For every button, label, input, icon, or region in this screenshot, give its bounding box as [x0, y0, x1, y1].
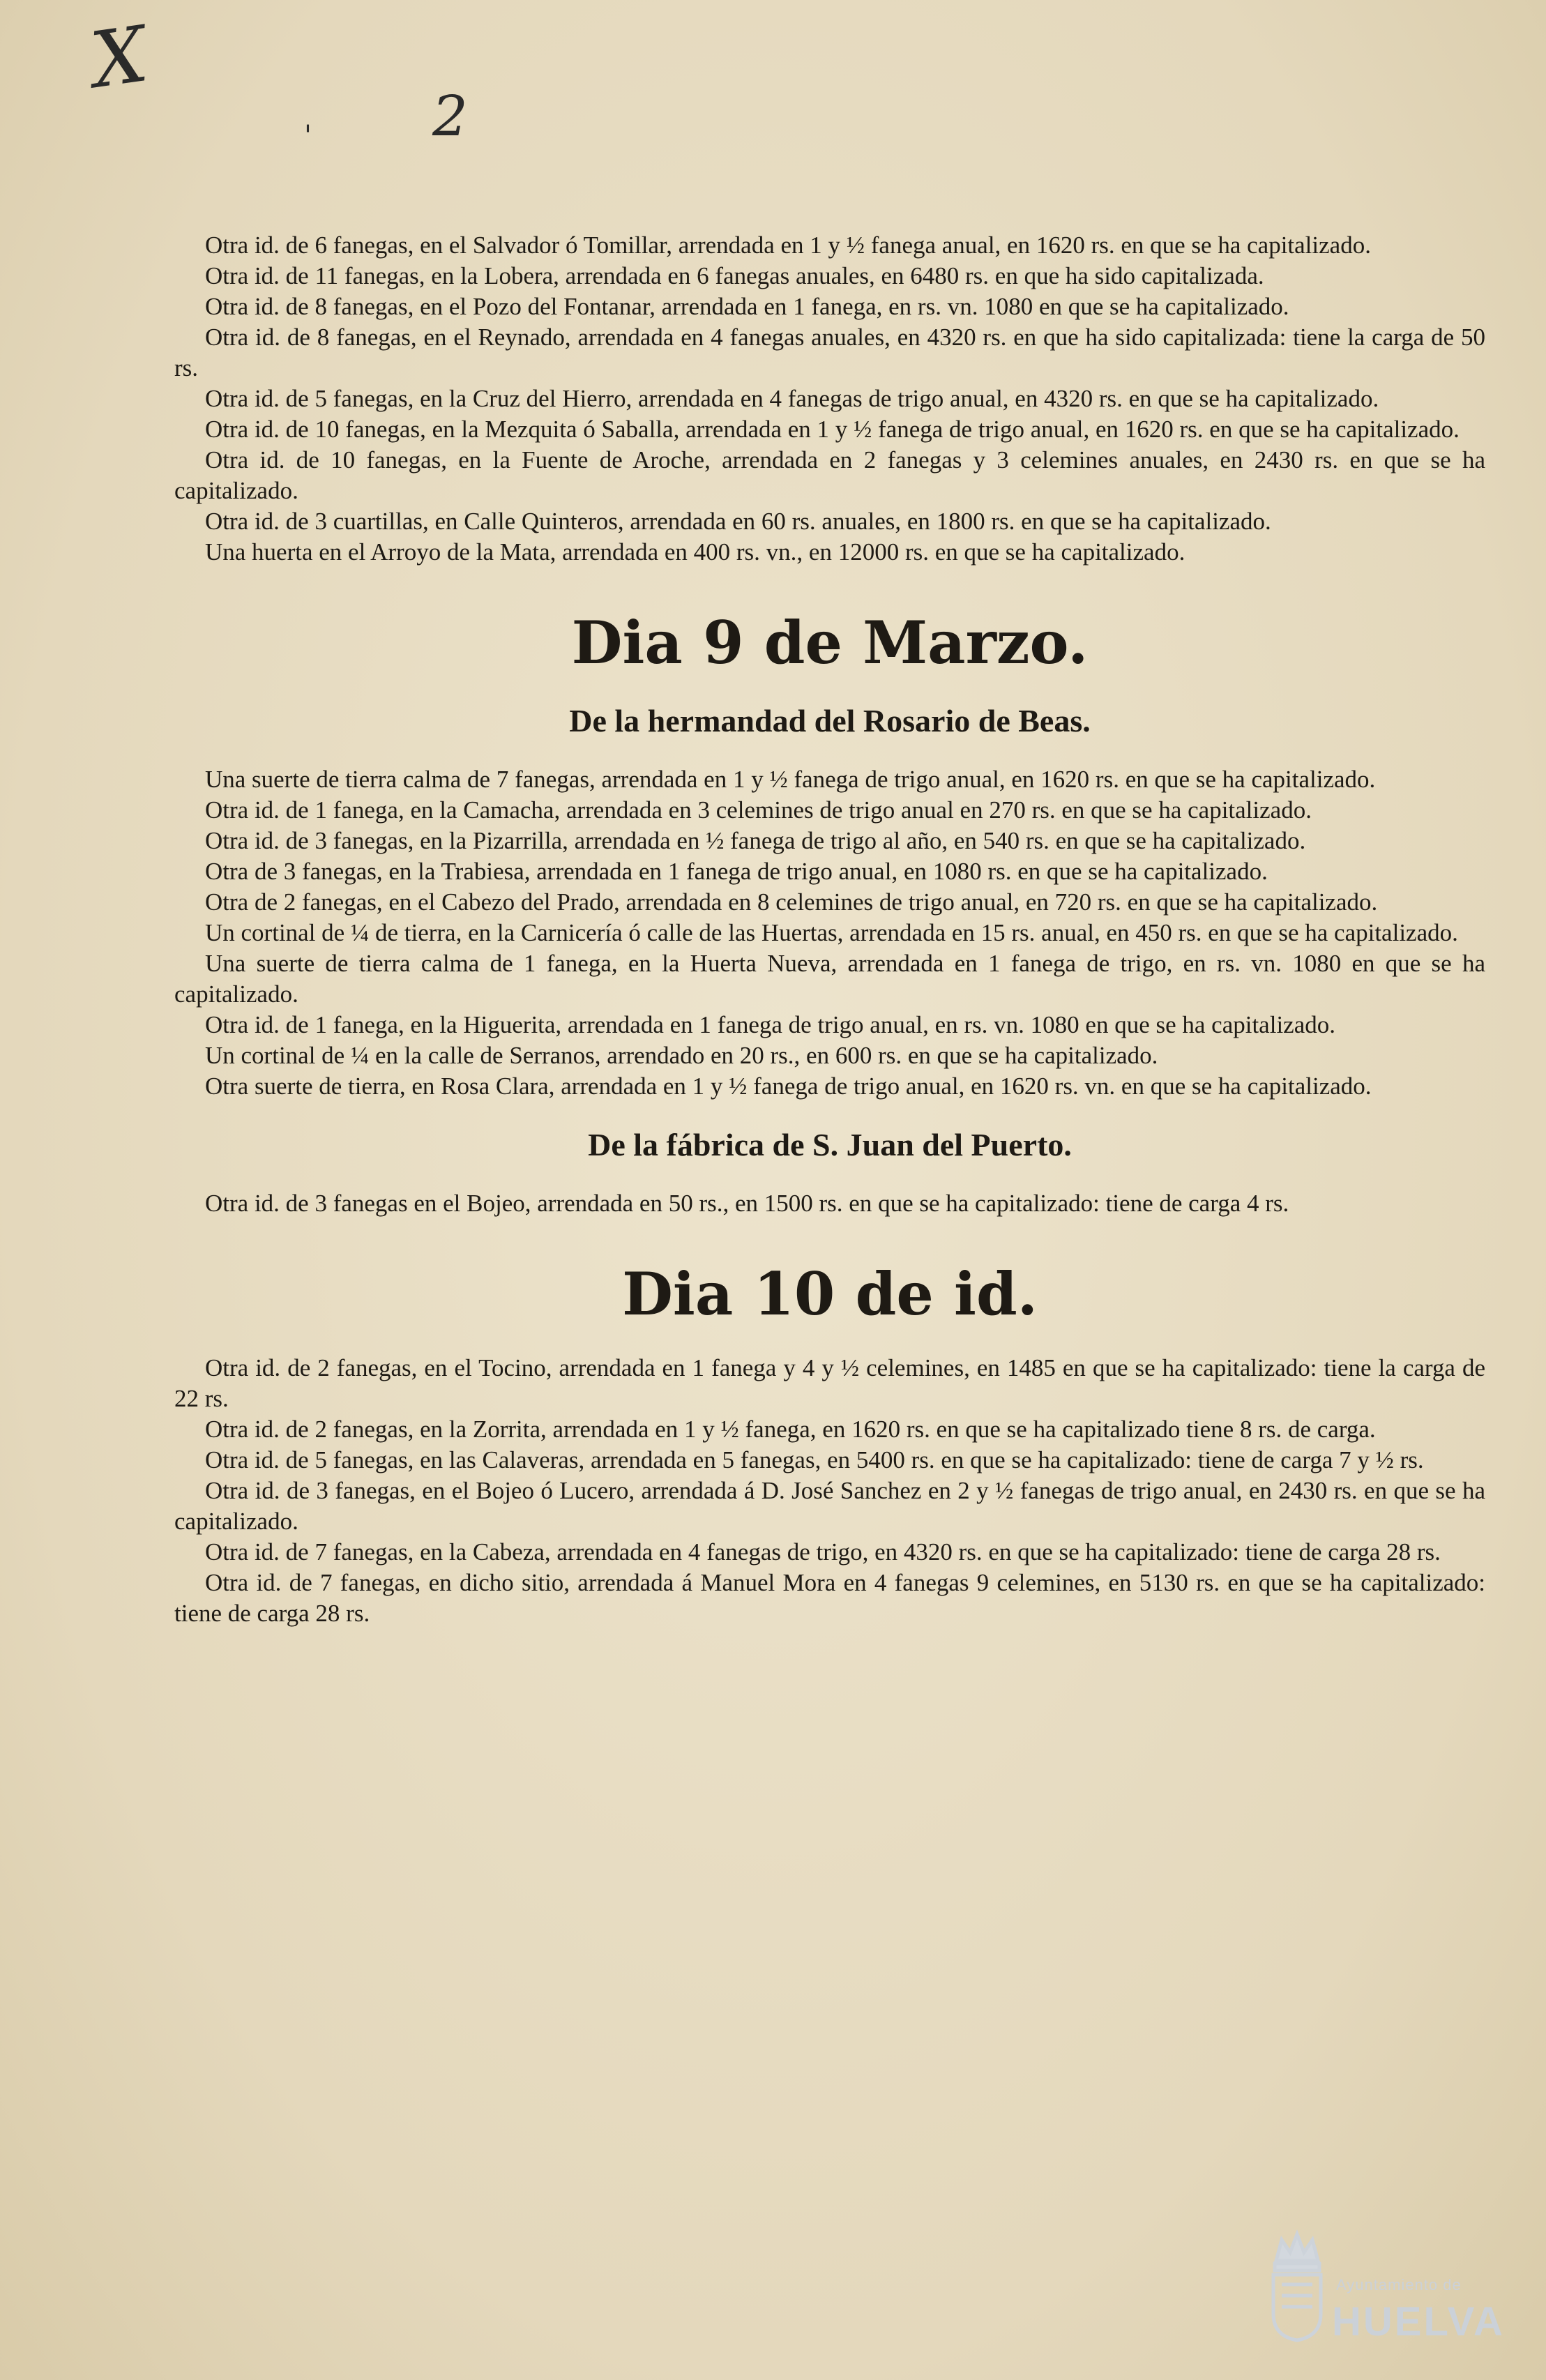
- section-title-san-juan-puerto: De la fábrica de S. Juan del Puerto.: [588, 1127, 1072, 1162]
- day-10-heading: Dia 10 de id.: [622, 1259, 1038, 1328]
- list-item: Un cortinal de ¼ de tierra, en la Carnicería ó calle de las Huertas, arrendada en 15 rs. anual, en 450 rs. en que se ha capitalizado.: [205, 919, 1458, 946]
- watermark-large-text: HUELVA: [1332, 2299, 1505, 2344]
- list-item: Otra id. de 1 fanega, en la Camacha, arrendada en 3 celemines de trigo anual en 270 rs. en que se ha capitalizado.: [205, 796, 1312, 824]
- crest-icon: [1264, 2224, 1331, 2343]
- list-item: Otra id. de 10 fanegas, en la Mezquita ó Saballa, arrendada en 1 y ½ fanega de trigo anual, en 1620 rs. en que se ha capitalizado.: [205, 416, 1460, 443]
- section-title-rosario-beas: De la hermandad del Rosario de Beas.: [569, 703, 1091, 738]
- list-item: Otra id. de 3 fanegas, en la Pizarrilla, arrendada en ½ fanega de trigo al año, en 540 rs. en que se ha capitalizado.: [205, 827, 1306, 854]
- list-item: Otra id. de 2 fanegas, en el Tocino, arrendada en 1 fanega y 4 y ½ celemines, en 1485 en que se ha capitalizado: tiene la carga de 22 rs.: [174, 1354, 1485, 1412]
- ayuntamiento-watermark: [1254, 2218, 1519, 2364]
- list-item: Otra id. de 6 fanegas, en el Salvador ó Tomillar, arrendada en 1 y ½ fanega anual, en 1620 rs. en que se ha capitalizado.: [205, 232, 1371, 259]
- list-item: Otra id. de 7 fanegas, en la Cabeza, arrendada en 4 fanegas de trigo, en 4320 rs. en que se ha capitalizado: tiene de carga 28 rs.: [205, 1538, 1441, 1566]
- document-content: [174, 230, 1485, 1629]
- day-10-entries: [174, 1353, 1485, 1629]
- list-item: Un cortinal de ¼ en la calle de Serranos, arrendado en 20 rs., en 600 rs. en que se ha capitalizado.: [205, 1042, 1158, 1069]
- section-san-juan-puerto-entries: [174, 1188, 1485, 1219]
- list-item: Una suerte de tierra calma de 7 fanegas, arrendada en 1 y ½ fanega de trigo anual, en 1620 rs. en que se ha capitalizado.: [205, 766, 1376, 793]
- list-item: Otra de 3 fanegas, en la Trabiesa, arrendada en 1 fanega de trigo anual, en 1080 rs. en que se ha capitalizado.: [205, 858, 1268, 885]
- handwritten-page-number: 2: [432, 84, 468, 149]
- list-item: Otra id. de 3 fanegas, en el Bojeo ó Lucero, arrendada á D. José Sanchez en 2 y ½ fanegas de trigo anual, en 2430 rs. en que se ha capitalizado.: [174, 1477, 1485, 1535]
- list-item: Otra suerte de tierra, en Rosa Clara, arrendada en 1 y ½ fanega de trigo anual, en 1620 rs. vn. en que se ha capitalizado.: [205, 1072, 1372, 1100]
- day-9-heading: Dia 9 de Marzo.: [571, 608, 1089, 677]
- entries-top: [174, 230, 1485, 568]
- list-item: Otra id. de 5 fanegas, en las Calaveras, arrendada en 5 fanegas, en 5400 rs. en que se ha capitalizado: tiene de carga 7 y ½ rs.: [205, 1446, 1424, 1473]
- list-item: Otra id. de 8 fanegas, en el Pozo del Fontanar, arrendada en 1 fanega, en rs. vn. 1080 en que se ha capitalizado.: [205, 293, 1289, 320]
- handwritten-x-mark: X: [86, 9, 153, 105]
- list-item: Otra id. de 1 fanega, en la Higuerita, arrendada en 1 fanega de trigo anual, en rs. vn. 1080 en que se ha capitalizado.: [205, 1011, 1335, 1038]
- section-rosario-beas-entries: [174, 764, 1485, 1102]
- handwritten-tick: ': [304, 120, 312, 152]
- list-item: Otra id. de 10 fanegas, en la Fuente de Aroche, arrendada en 2 fanegas y 3 celemines anuales, en 2430 rs. en que se ha capitalizado.: [174, 446, 1485, 504]
- list-item: Una huerta en el Arroyo de la Mata, arrendada en 400 rs. vn., en 12000 rs. en que se ha capitalizado.: [205, 538, 1185, 566]
- list-item: Otra id. de 2 fanegas, en la Zorrita, arrendada en 1 y ½ fanega, en 1620 rs. en que se ha capitalizado tiene 8 rs. de carga.: [205, 1416, 1376, 1443]
- list-item: Otra de 2 fanegas, en el Cabezo del Prado, arrendada en 8 celemines de trigo anual, en 720 rs. en que se ha capitalizado.: [205, 888, 1378, 916]
- watermark-small-text: Ayuntamiento de: [1336, 2276, 1462, 2294]
- list-item: Otra id. de 8 fanegas, en el Reynado, arrendada en 4 fanegas anuales, en 4320 rs. en que ha sido capitalizada: tiene la carga de 50 rs.: [174, 324, 1485, 381]
- list-item: Otra id. de 7 fanegas, en dicho sitio, arrendada á Manuel Mora en 4 fanegas 9 celemines, en 5130 rs. en que se ha capitalizado: tiene de carga 28 rs.: [174, 1569, 1485, 1627]
- list-item: Otra id. de 5 fanegas, en la Cruz del Hierro, arrendada en 4 fanegas de trigo anual, en 4320 rs. en que se ha capitalizado.: [205, 385, 1379, 412]
- list-item: Otra id. de 3 fanegas en el Bojeo, arrendada en 50 rs., en 1500 rs. en que se ha capitalizado: tiene de carga 4 rs.: [205, 1190, 1289, 1217]
- list-item: Otra id. de 11 fanegas, en la Lobera, arrendada en 6 fanegas anuales, en 6480 rs. en que ha sido capitalizada.: [205, 262, 1264, 289]
- list-item: Otra id. de 3 cuartillas, en Calle Quinteros, arrendada en 60 rs. anuales, en 1800 rs. en que se ha capitalizado.: [205, 508, 1271, 535]
- list-item: Una suerte de tierra calma de 1 fanega, en la Huerta Nueva, arrendada en 1 fanega de trigo, en rs. vn. 1080 en que se ha capitalizado.: [174, 950, 1485, 1008]
